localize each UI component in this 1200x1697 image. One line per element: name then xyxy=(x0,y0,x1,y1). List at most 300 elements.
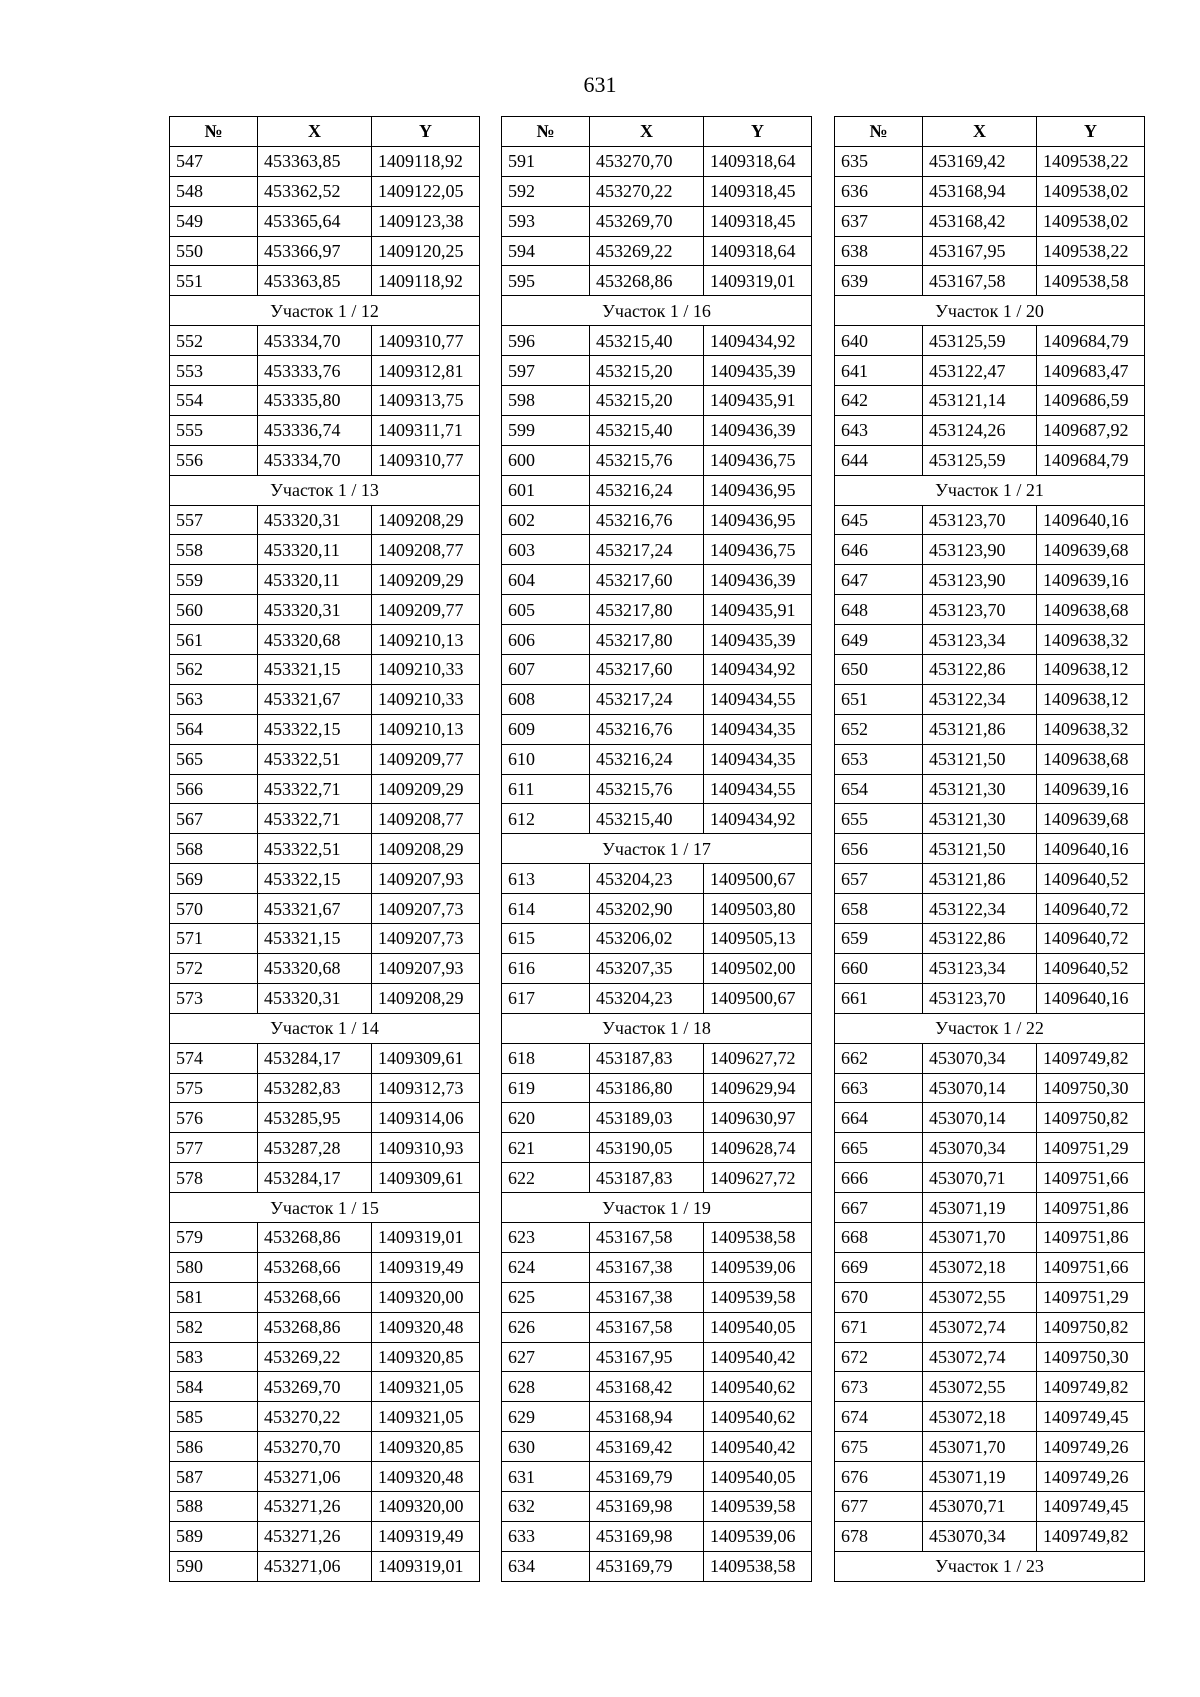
y-coordinate: 1409540,42 xyxy=(704,1432,812,1462)
point-number: 620 xyxy=(502,1103,590,1133)
y-coordinate: 1409321,05 xyxy=(372,1402,480,1432)
x-coordinate: 453268,66 xyxy=(258,1282,372,1312)
point-number: 672 xyxy=(835,1342,923,1372)
y-coordinate: 1409320,00 xyxy=(372,1491,480,1521)
y-coordinate: 1409209,77 xyxy=(372,744,480,774)
point-number: 626 xyxy=(502,1312,590,1342)
coordinates-table-1 xyxy=(169,116,480,1582)
table-row xyxy=(170,684,480,714)
y-coordinate: 1409309,61 xyxy=(372,1043,480,1073)
y-coordinate: 1409640,52 xyxy=(1037,953,1145,983)
y-coordinate: 1409539,58 xyxy=(704,1491,812,1521)
x-coordinate: 453215,20 xyxy=(590,386,704,416)
y-coordinate: 1409683,47 xyxy=(1037,356,1145,386)
y-coordinate: 1409627,72 xyxy=(704,1043,812,1073)
table-row xyxy=(502,1402,812,1432)
y-coordinate: 1409434,55 xyxy=(704,684,812,714)
y-coordinate: 1409436,95 xyxy=(704,505,812,535)
y-coordinate: 1409122,05 xyxy=(372,176,480,206)
point-number: 589 xyxy=(170,1521,258,1551)
y-coordinate: 1409434,35 xyxy=(704,714,812,744)
point-number: 676 xyxy=(835,1462,923,1492)
point-number: 622 xyxy=(502,1163,590,1193)
y-coordinate: 1409639,68 xyxy=(1037,804,1145,834)
table-row xyxy=(170,1043,480,1073)
point-number: 667 xyxy=(835,1193,923,1223)
y-coordinate: 1409538,02 xyxy=(1037,176,1145,206)
point-number: 580 xyxy=(170,1252,258,1282)
x-coordinate: 453169,98 xyxy=(590,1491,704,1521)
table-row xyxy=(502,505,812,535)
x-coordinate: 453187,83 xyxy=(590,1163,704,1193)
x-coordinate: 453271,06 xyxy=(258,1551,372,1581)
point-number: 633 xyxy=(502,1521,590,1551)
table-row xyxy=(835,236,1145,266)
y-coordinate: 1409320,48 xyxy=(372,1462,480,1492)
point-number: 664 xyxy=(835,1103,923,1133)
x-coordinate: 453070,71 xyxy=(923,1163,1037,1193)
point-number: 549 xyxy=(170,206,258,236)
y-coordinate: 1409436,39 xyxy=(704,565,812,595)
x-coordinate: 453123,34 xyxy=(923,625,1037,655)
y-coordinate: 1409313,75 xyxy=(372,386,480,416)
point-number: 591 xyxy=(502,146,590,176)
x-coordinate: 453070,14 xyxy=(923,1103,1037,1133)
x-coordinate: 453169,98 xyxy=(590,1521,704,1551)
y-coordinate: 1409638,68 xyxy=(1037,595,1145,625)
x-coordinate: 453217,80 xyxy=(590,625,704,655)
x-coordinate: 453217,24 xyxy=(590,684,704,714)
point-number: 564 xyxy=(170,714,258,744)
table-row xyxy=(502,1163,812,1193)
point-number: 632 xyxy=(502,1491,590,1521)
y-coordinate: 1409539,06 xyxy=(704,1521,812,1551)
y-coordinate: 1409314,06 xyxy=(372,1103,480,1133)
y-coordinate: 1409435,39 xyxy=(704,625,812,655)
x-coordinate: 453269,22 xyxy=(590,236,704,266)
x-coordinate: 453320,31 xyxy=(258,505,372,535)
point-number: 603 xyxy=(502,535,590,565)
point-number: 577 xyxy=(170,1133,258,1163)
table-row xyxy=(835,326,1145,356)
y-coordinate: 1409208,77 xyxy=(372,804,480,834)
header-y: Y xyxy=(704,117,812,147)
table-row xyxy=(835,714,1145,744)
table-row xyxy=(502,1432,812,1462)
table-row xyxy=(170,1342,480,1372)
point-number: 590 xyxy=(170,1551,258,1581)
point-number: 629 xyxy=(502,1402,590,1432)
x-coordinate: 453190,05 xyxy=(590,1133,704,1163)
x-coordinate: 453123,70 xyxy=(923,983,1037,1013)
x-coordinate: 453270,70 xyxy=(590,146,704,176)
x-coordinate: 453121,30 xyxy=(923,804,1037,834)
y-coordinate: 1409684,79 xyxy=(1037,445,1145,475)
point-number: 568 xyxy=(170,834,258,864)
x-coordinate: 453167,38 xyxy=(590,1282,704,1312)
table-row xyxy=(170,744,480,774)
header-number: № xyxy=(502,117,590,147)
point-number: 547 xyxy=(170,146,258,176)
x-coordinate: 453121,50 xyxy=(923,834,1037,864)
y-coordinate: 1409750,82 xyxy=(1037,1103,1145,1133)
x-coordinate: 453320,68 xyxy=(258,625,372,655)
point-number: 671 xyxy=(835,1312,923,1342)
table-row xyxy=(502,1043,812,1073)
point-number: 599 xyxy=(502,415,590,445)
point-number: 645 xyxy=(835,505,923,535)
x-coordinate: 453334,70 xyxy=(258,326,372,356)
table-row xyxy=(502,236,812,266)
point-number: 644 xyxy=(835,445,923,475)
point-number: 651 xyxy=(835,684,923,714)
table-row xyxy=(502,326,812,356)
point-number: 663 xyxy=(835,1073,923,1103)
point-number: 598 xyxy=(502,386,590,416)
point-number: 550 xyxy=(170,236,258,266)
table-row xyxy=(170,953,480,983)
point-number: 659 xyxy=(835,924,923,954)
x-coordinate: 453167,38 xyxy=(590,1252,704,1282)
x-coordinate: 453217,60 xyxy=(590,565,704,595)
y-coordinate: 1409208,29 xyxy=(372,983,480,1013)
table-row xyxy=(835,1103,1145,1133)
y-coordinate: 1409208,29 xyxy=(372,505,480,535)
y-coordinate: 1409208,77 xyxy=(372,535,480,565)
y-coordinate: 1409627,72 xyxy=(704,1163,812,1193)
y-coordinate: 1409502,00 xyxy=(704,953,812,983)
point-number: 617 xyxy=(502,983,590,1013)
table-row xyxy=(170,714,480,744)
point-number: 571 xyxy=(170,924,258,954)
y-coordinate: 1409321,05 xyxy=(372,1372,480,1402)
y-coordinate: 1409750,30 xyxy=(1037,1342,1145,1372)
table-row xyxy=(502,266,812,296)
table-row xyxy=(835,1133,1145,1163)
x-coordinate: 453072,55 xyxy=(923,1282,1037,1312)
y-coordinate: 1409638,12 xyxy=(1037,684,1145,714)
point-number: 627 xyxy=(502,1342,590,1372)
x-coordinate: 453169,42 xyxy=(923,146,1037,176)
table-row xyxy=(502,1133,812,1163)
table-row xyxy=(502,386,812,416)
section-title: Участок 1 / 19 xyxy=(502,1193,812,1223)
x-coordinate: 453216,76 xyxy=(590,505,704,535)
y-coordinate: 1409751,66 xyxy=(1037,1252,1145,1282)
table-row xyxy=(170,1521,480,1551)
point-number: 585 xyxy=(170,1402,258,1432)
table-row xyxy=(835,356,1145,386)
section-title: Участок 1 / 17 xyxy=(502,834,812,864)
x-coordinate: 453271,26 xyxy=(258,1521,372,1551)
table-row xyxy=(170,326,480,356)
table-row xyxy=(170,445,480,475)
point-number: 559 xyxy=(170,565,258,595)
x-coordinate: 453271,06 xyxy=(258,1462,372,1492)
x-coordinate: 453204,23 xyxy=(590,983,704,1013)
point-number: 572 xyxy=(170,953,258,983)
section-title: Участок 1 / 21 xyxy=(835,475,1145,505)
point-number: 554 xyxy=(170,386,258,416)
x-coordinate: 453215,76 xyxy=(590,774,704,804)
point-number: 566 xyxy=(170,774,258,804)
point-number: 658 xyxy=(835,894,923,924)
point-number: 551 xyxy=(170,266,258,296)
point-number: 619 xyxy=(502,1073,590,1103)
y-coordinate: 1409319,49 xyxy=(372,1252,480,1282)
x-coordinate: 453123,90 xyxy=(923,565,1037,595)
table-row xyxy=(835,535,1145,565)
x-coordinate: 453336,74 xyxy=(258,415,372,445)
y-coordinate: 1409749,82 xyxy=(1037,1043,1145,1073)
x-coordinate: 453215,40 xyxy=(590,326,704,356)
point-number: 578 xyxy=(170,1163,258,1193)
y-coordinate: 1409540,05 xyxy=(704,1312,812,1342)
x-coordinate: 453216,76 xyxy=(590,714,704,744)
table-row xyxy=(170,1282,480,1312)
x-coordinate: 453320,31 xyxy=(258,983,372,1013)
x-coordinate: 453217,24 xyxy=(590,535,704,565)
point-number: 642 xyxy=(835,386,923,416)
point-number: 612 xyxy=(502,804,590,834)
table-row xyxy=(170,1222,480,1252)
x-coordinate: 453322,71 xyxy=(258,804,372,834)
x-coordinate: 453333,76 xyxy=(258,356,372,386)
table-row xyxy=(835,924,1145,954)
point-number: 656 xyxy=(835,834,923,864)
table-row xyxy=(170,983,480,1013)
table-row xyxy=(835,505,1145,535)
table-row xyxy=(835,206,1145,236)
x-coordinate: 453322,51 xyxy=(258,834,372,864)
point-number: 587 xyxy=(170,1462,258,1492)
table-row xyxy=(835,894,1145,924)
y-coordinate: 1409309,61 xyxy=(372,1163,480,1193)
x-coordinate: 453269,70 xyxy=(258,1372,372,1402)
section-row xyxy=(835,1013,1145,1043)
y-coordinate: 1409120,25 xyxy=(372,236,480,266)
y-coordinate: 1409630,97 xyxy=(704,1103,812,1133)
table-row xyxy=(502,1372,812,1402)
point-number: 557 xyxy=(170,505,258,535)
point-number: 647 xyxy=(835,565,923,595)
table-row xyxy=(502,415,812,445)
x-coordinate: 453270,22 xyxy=(258,1402,372,1432)
x-coordinate: 453071,70 xyxy=(923,1222,1037,1252)
table-row xyxy=(835,1312,1145,1342)
point-number: 579 xyxy=(170,1222,258,1252)
table-row xyxy=(170,804,480,834)
y-coordinate: 1409505,13 xyxy=(704,924,812,954)
point-number: 674 xyxy=(835,1402,923,1432)
table-row xyxy=(170,535,480,565)
y-coordinate: 1409319,01 xyxy=(372,1222,480,1252)
point-number: 583 xyxy=(170,1342,258,1372)
table-row xyxy=(502,595,812,625)
point-number: 611 xyxy=(502,774,590,804)
table-row xyxy=(170,176,480,206)
table-row xyxy=(835,774,1145,804)
x-coordinate: 453070,71 xyxy=(923,1491,1037,1521)
table-row xyxy=(502,1073,812,1103)
table-row xyxy=(502,864,812,894)
table-row xyxy=(170,595,480,625)
y-coordinate: 1409500,67 xyxy=(704,864,812,894)
y-coordinate: 1409207,73 xyxy=(372,894,480,924)
x-coordinate: 453363,85 xyxy=(258,146,372,176)
y-coordinate: 1409311,71 xyxy=(372,415,480,445)
y-coordinate: 1409540,05 xyxy=(704,1462,812,1492)
point-number: 601 xyxy=(502,475,590,505)
point-number: 650 xyxy=(835,655,923,685)
section-title: Участок 1 / 13 xyxy=(170,475,480,505)
section-row xyxy=(170,296,480,326)
table-row xyxy=(835,1462,1145,1492)
x-coordinate: 453322,51 xyxy=(258,744,372,774)
y-coordinate: 1409312,81 xyxy=(372,356,480,386)
x-coordinate: 453169,79 xyxy=(590,1551,704,1581)
x-coordinate: 453169,42 xyxy=(590,1432,704,1462)
table-row xyxy=(502,356,812,386)
y-coordinate: 1409318,45 xyxy=(704,176,812,206)
section-row xyxy=(835,1551,1145,1581)
table-row xyxy=(502,206,812,236)
y-coordinate: 1409540,62 xyxy=(704,1402,812,1432)
point-number: 556 xyxy=(170,445,258,475)
y-coordinate: 1409435,91 xyxy=(704,595,812,625)
section-title: Участок 1 / 15 xyxy=(170,1193,480,1223)
table-header xyxy=(170,117,480,147)
x-coordinate: 453268,86 xyxy=(258,1222,372,1252)
point-number: 640 xyxy=(835,326,923,356)
x-coordinate: 453202,90 xyxy=(590,894,704,924)
x-coordinate: 453125,59 xyxy=(923,326,1037,356)
coordinates-table-3 xyxy=(834,116,1145,1582)
header-y: Y xyxy=(1037,117,1145,147)
y-coordinate: 1409434,35 xyxy=(704,744,812,774)
x-coordinate: 453122,34 xyxy=(923,684,1037,714)
point-number: 558 xyxy=(170,535,258,565)
x-coordinate: 453268,66 xyxy=(258,1252,372,1282)
x-coordinate: 453322,15 xyxy=(258,714,372,744)
table-row xyxy=(835,565,1145,595)
y-coordinate: 1409749,45 xyxy=(1037,1402,1145,1432)
x-coordinate: 453217,80 xyxy=(590,595,704,625)
table-row xyxy=(502,804,812,834)
point-number: 600 xyxy=(502,445,590,475)
section-row xyxy=(502,1013,812,1043)
x-coordinate: 453121,50 xyxy=(923,744,1037,774)
x-coordinate: 453167,95 xyxy=(590,1342,704,1372)
point-number: 548 xyxy=(170,176,258,206)
table-row xyxy=(170,565,480,595)
y-coordinate: 1409538,22 xyxy=(1037,146,1145,176)
x-coordinate: 453189,03 xyxy=(590,1103,704,1133)
x-coordinate: 453217,60 xyxy=(590,655,704,685)
table-row xyxy=(502,475,812,505)
x-coordinate: 453334,70 xyxy=(258,445,372,475)
y-coordinate: 1409751,86 xyxy=(1037,1222,1145,1252)
y-coordinate: 1409639,16 xyxy=(1037,774,1145,804)
y-coordinate: 1409684,79 xyxy=(1037,326,1145,356)
table-row xyxy=(502,146,812,176)
x-coordinate: 453321,15 xyxy=(258,655,372,685)
x-coordinate: 453320,68 xyxy=(258,953,372,983)
y-coordinate: 1409320,48 xyxy=(372,1312,480,1342)
x-coordinate: 453206,02 xyxy=(590,924,704,954)
table-row xyxy=(502,1551,812,1581)
table-row xyxy=(835,625,1145,655)
y-coordinate: 1409210,13 xyxy=(372,625,480,655)
y-coordinate: 1409751,66 xyxy=(1037,1163,1145,1193)
point-number: 662 xyxy=(835,1043,923,1073)
table-row xyxy=(170,1103,480,1133)
x-coordinate: 453321,67 xyxy=(258,684,372,714)
point-number: 574 xyxy=(170,1043,258,1073)
section-title: Участок 1 / 12 xyxy=(170,296,480,326)
y-coordinate: 1409310,93 xyxy=(372,1133,480,1163)
table-row xyxy=(502,1222,812,1252)
table-row xyxy=(502,1521,812,1551)
point-number: 588 xyxy=(170,1491,258,1521)
y-coordinate: 1409749,45 xyxy=(1037,1491,1145,1521)
point-number: 643 xyxy=(835,415,923,445)
y-coordinate: 1409434,92 xyxy=(704,804,812,834)
point-number: 631 xyxy=(502,1462,590,1492)
y-coordinate: 1409319,49 xyxy=(372,1521,480,1551)
y-coordinate: 1409118,92 xyxy=(372,146,480,176)
y-coordinate: 1409638,68 xyxy=(1037,744,1145,774)
point-number: 604 xyxy=(502,565,590,595)
y-coordinate: 1409123,38 xyxy=(372,206,480,236)
table-row xyxy=(502,1103,812,1133)
x-coordinate: 453320,11 xyxy=(258,535,372,565)
point-number: 614 xyxy=(502,894,590,924)
y-coordinate: 1409749,26 xyxy=(1037,1432,1145,1462)
section-row xyxy=(835,296,1145,326)
section-title: Участок 1 / 14 xyxy=(170,1013,480,1043)
y-coordinate: 1409751,86 xyxy=(1037,1193,1145,1223)
x-coordinate: 453363,85 xyxy=(258,266,372,296)
point-number: 562 xyxy=(170,655,258,685)
point-number: 636 xyxy=(835,176,923,206)
x-coordinate: 453320,11 xyxy=(258,565,372,595)
table-row xyxy=(835,953,1145,983)
table-row xyxy=(502,774,812,804)
x-coordinate: 453215,76 xyxy=(590,445,704,475)
point-number: 641 xyxy=(835,356,923,386)
point-number: 649 xyxy=(835,625,923,655)
x-coordinate: 453071,19 xyxy=(923,1462,1037,1492)
table-row xyxy=(835,804,1145,834)
x-coordinate: 453365,64 xyxy=(258,206,372,236)
y-coordinate: 1409538,58 xyxy=(704,1222,812,1252)
point-number: 638 xyxy=(835,236,923,266)
x-coordinate: 453284,17 xyxy=(258,1163,372,1193)
point-number: 553 xyxy=(170,356,258,386)
y-coordinate: 1409320,85 xyxy=(372,1342,480,1372)
x-coordinate: 453122,86 xyxy=(923,924,1037,954)
x-coordinate: 453215,40 xyxy=(590,415,704,445)
y-coordinate: 1409207,73 xyxy=(372,924,480,954)
y-coordinate: 1409435,91 xyxy=(704,386,812,416)
x-coordinate: 453121,30 xyxy=(923,774,1037,804)
point-number: 678 xyxy=(835,1521,923,1551)
point-number: 594 xyxy=(502,236,590,266)
table-row xyxy=(170,625,480,655)
y-coordinate: 1409638,32 xyxy=(1037,714,1145,744)
x-coordinate: 453070,34 xyxy=(923,1133,1037,1163)
